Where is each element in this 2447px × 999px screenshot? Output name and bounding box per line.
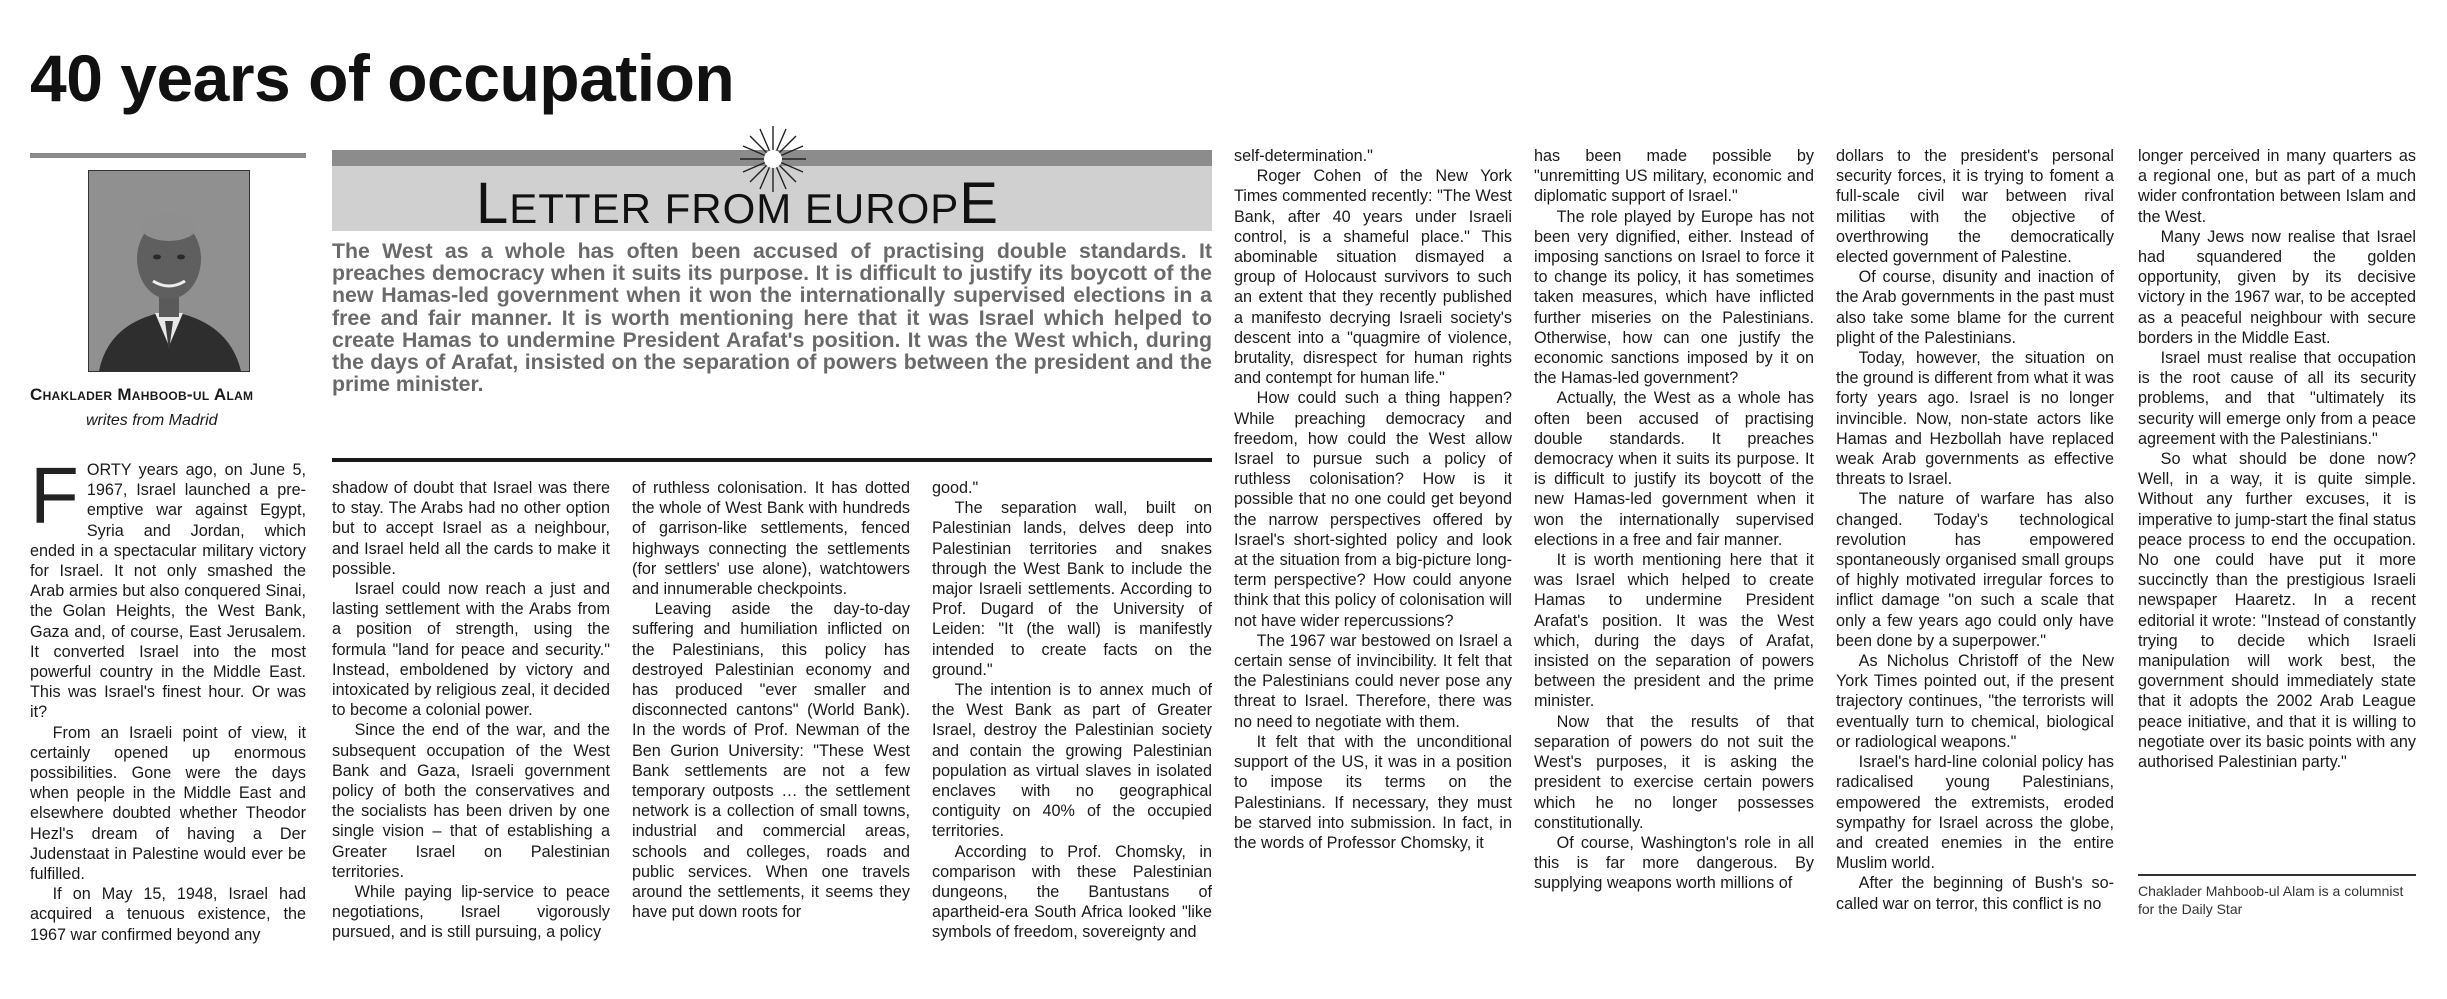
paragraph: Roger Cohen of the New York Times commented recently: "The West Bank, after 40 years under Israeli control, is a shameful place." This abominable situation dismayed a group of Holocaust survivors to such an extent that they recently published a manifesto decrying Israeli society's descent into a "quagmire of violence, brutality, disrespect for human rights and contempt for human life." — [1234, 167, 1512, 388]
paragraph: Now that the results of that separation of powers do not suit the West's purposes, it is asking the president to exercise certain powers which he no longer possesses constitutionally. — [1534, 712, 1814, 832]
paragraph: The separation wall, built on Palestinian lands, delves deep into Palestinian territories and snakes through the West Bank to include the major Israeli settlements. According to Prof. Dugard of the University of Leiden: "It (the wall) is manifestly intended to create facts on the ground." — [932, 499, 1212, 679]
paragraph: The intention is to annex much of the West Bank as part of Greater Israel, destroy the Palestinian society and contain the growing Palestinian population as virtual slaves in isolated enclaves with no geographical contiguity on 40% of the occupied territories. — [932, 681, 1212, 841]
paragraph: According to Prof. Chomsky, in comparison with these Palestinian dungeons, the Bantustans of apartheid-era South Africa looked "like symbols of freedom, sovereignty and — [932, 842, 1212, 942]
paragraph: From an Israeli point of view, it certainly opened up enormous possibilities. Gone were the days when people in the Middle East and elsewhere doubted whether Theodor Hezl's dream of having a Der Judenstaat in Palestine would ever be fulfilled. — [30, 723, 306, 884]
paragraph: good." — [932, 479, 979, 497]
paragraph: dollars to the president's personal security forces, it is trying to foment a full-scale civil war between rival militias with the objective of overthrowing the democratically elected government of Palestine. — [1836, 147, 2114, 267]
article-column-2 — [332, 478, 610, 995]
lead-paragraph: The West as a whole has often been accused of practising double standards. It preaches democracy when it suits its purpose. It is difficult to justify its boycott of the new Hamas-led government when it won the internationally supervised elections in a free and fair manner. It is worth mentioning here that it was Israel which helped to create Hamas to undermine President Arafat's position. It was the West which, during the days of Arafat, insisted on the separation of powers between the president and the prime minister. — [332, 239, 1212, 397]
paragraph: Actually, the West as a whole has often been accused of practising double standards. It preaches democracy when it suits its purpose. It is difficult to justify its boycott of the new Hamas-led government when it won the internationally supervised elections in a free and fair manner. — [1534, 389, 1814, 549]
lead-rule — [332, 458, 1212, 462]
author-portrait-image — [89, 171, 249, 371]
paragraph: of ruthless colonisation. It has dotted the whole of West Bank with hundreds of garrison-like settlements, fenced highways connecting the settlements (for settlers' use alone), watchtowers and innumerable checkpoints. — [632, 479, 910, 599]
article-column-8 — [2138, 146, 2416, 866]
paragraph: If on May 15, 1948, Israel had acquired a tenuous existence, the 1967 war confirmed beyond any — [30, 885, 306, 944]
paragraph: While paying lip-service to peace negotiations, Israel vigorously pursued, and is still pursuing, a policy — [332, 883, 610, 942]
paragraph: How could such a thing happen? While preaching democracy and freedom, how could the West allow Israel to pursue such a policy of ruthless colonisation? How is it possible that no one could get beyond the narrow perspectives offered by Israel's short-sighted policy and look at the situation from a big-picture long-term perspective? How could anyone think that this policy of colonisation will not have wider repercussions? — [1234, 389, 1512, 630]
paragraph: It felt that with the unconditional support of the US, it was in a position to impose its terms on the Palestinians. If necessary, they must be starved into submission. In fact, in the words of Professor Chomsky, it — [1234, 732, 1512, 852]
paragraph: Leaving aside the day-to-day suffering and humiliation inflicted on the Palestinians, this policy has destroyed Palestinian economy and has produced "ever smaller and disconnected cantons" (World Bank). In the words of Prof. Newman of the Ben Gurion University: "These West Bank settlements are not a few temporary outposts … the settlement network is a collection of small towns, industrial and commercial areas, schools and colleges, roads and public services. When one travels around the settlements, it seems they have put down roots for — [632, 600, 910, 922]
footnote-rule — [2138, 874, 2416, 876]
paragraph: The nature of warfare has also changed. Today's technological revolution has empowered spontaneously organised small groups of highly motivated irregular forces to inflict damage "on such a scale that only a few years ago could only have been done by a superpower." — [1836, 490, 2114, 650]
article-column-4 — [932, 478, 1212, 995]
paragraph: Israel must realise that occupation is the root cause of all its security problems, and that "ultimately its security will emerge only from a peace agreement with the Palestinians." — [2138, 349, 2416, 448]
paragraph: Israel could now reach a just and lasting settlement with the Arabs from a position of strength, using the formula "land for peace and security." Instead, emboldened by victory and intoxicated by religious zeal, it decided to become a colonial power. — [332, 580, 610, 720]
author-top-rule — [30, 153, 306, 158]
author-footnote: Chaklader Mahboob-ul Alam is a columnist for the Daily Star — [2138, 883, 2404, 917]
article-column-1 — [30, 460, 306, 995]
banner-title-initial: L — [476, 171, 510, 236]
paragraph: shadow of doubt that Israel was there to stay. The Arabs had no other option but to accept Israel as a neighbour, and Israel held all the cards to make it possible. — [332, 479, 610, 578]
paragraph: self-determination." — [1234, 147, 1373, 165]
headline: 40 years of occupation — [30, 41, 735, 115]
article-column-5 — [1234, 146, 1512, 995]
paragraph: Today, however, the situation on the ground is different from what it was forty years ago. Israel is no longer invincible. Now, non-state actors like Hamas and Hezbollah have replaced weak Arab governments as effective threats to Israel. — [1836, 349, 2114, 489]
banner-title-final: E — [959, 171, 999, 236]
author-photo — [88, 170, 250, 372]
article-column-7 — [1836, 146, 2114, 995]
banner-title-middle: ETTER FROM EUROP — [509, 185, 960, 232]
paragraph: ORTY years ago, on June 5, 1967, Israel launched a pre-emptive war against Egypt, Syria and Jordan, which ended in a spectacular military victory for Israel. It not only smashed the Arab armies but also conquered Sinai, the Golan Heights, the West Bank, Gaza and, of course, East Jerusalem. It converted Israel into the most powerful country in the Middle East. This was Israel's finest hour. Or was it? — [30, 461, 306, 722]
author-name: Chaklader Mahboob-ul Alam — [30, 385, 254, 404]
drop-cap: F — [30, 460, 79, 540]
paragraph: As Nicholus Christoff of the New York Times pointed out, if the present trajectory continues, "the terrorists will eventually turn to chemical, biological or radiological weapons." — [1836, 652, 2114, 751]
paragraph: Since the end of the war, and the subsequent occupation of the West Bank and Gaza, Israeli government policy of both the conservatives and the socialists has been driven by one single vision – that of establishing a Greater Israel on Palestinian territories. — [332, 721, 610, 881]
paragraph: Of course, Washington's role in all this is far more dangerous. By supplying weapons worth millions of — [1534, 833, 1814, 893]
paragraph: Many Jews now realise that Israel had squandered the golden opportunity, given by its decisive victory in the 1967 war, to be accepted as a peaceful neighbour with secure borders in the Middle East. — [2138, 227, 2416, 347]
banner-title — [476, 170, 999, 237]
paragraph: longer perceived in many quarters as a regional one, but as part of a much wider confrontation between Islam and the West. — [2138, 147, 2416, 226]
article-column-6 — [1534, 146, 1814, 995]
paragraph: has been made possible by "unremitting US military, economic and diplomatic support of Israel." — [1534, 147, 1814, 206]
paragraph: The 1967 war bestowed on Israel a certain sense of invincibility. It felt that the Palestinians could never pose any threat to Israel. Therefore, there was no need to negotiate with them. — [1234, 631, 1512, 731]
author-location: writes from Madrid — [86, 412, 218, 429]
paragraph: It is worth mentioning here that it was Israel which helped to create Hamas to undermine President Arafat's position. It was the West which, during the days of Arafat, insisted on the separation of powers between the president and the prime minister. — [1534, 551, 1814, 711]
paragraph: Of course, disunity and inaction of the Arab governments in the past must also take some blame for the current plight of the Palestinians. — [1836, 268, 2114, 347]
paragraph: So what should be done now? Well, in a way, it is quite simple. Without any further excuses, it is imperative to jump-start the final status peace process to end the occupation. No one could have put it more succinctly than the prestigious Israeli newspaper Haaretz. In a recent editorial it wrote: "Instead of constantly trying to decide which Israeli manipulation will work best, the government should immediately state that it adopts the 2002 Arab League peace initiative, and that it is willing to negotiate over its basic points with any authorised Palestinian party." — [2138, 450, 2416, 772]
paragraph: The role played by Europe has not been very dignified, either. Instead of imposing sanctions on Israel to force it to change its policy, it has sometimes taken measures, which have inflicted further miseries on the Palestinians. Otherwise, how can one justify the economic sanctions imposed by it on the Hamas-led government? — [1534, 207, 1814, 388]
paragraph: Israel's hard-line colonial policy has radicalised young Palestinians, empowered the extremists, eroded sympathy for Israel across the globe, and created enemies in the entire Muslim world. — [1836, 753, 2114, 873]
paragraph: After the beginning of Bush's so-called war on terror, this conflict is no — [1836, 874, 2114, 913]
article-column-3 — [632, 478, 910, 995]
